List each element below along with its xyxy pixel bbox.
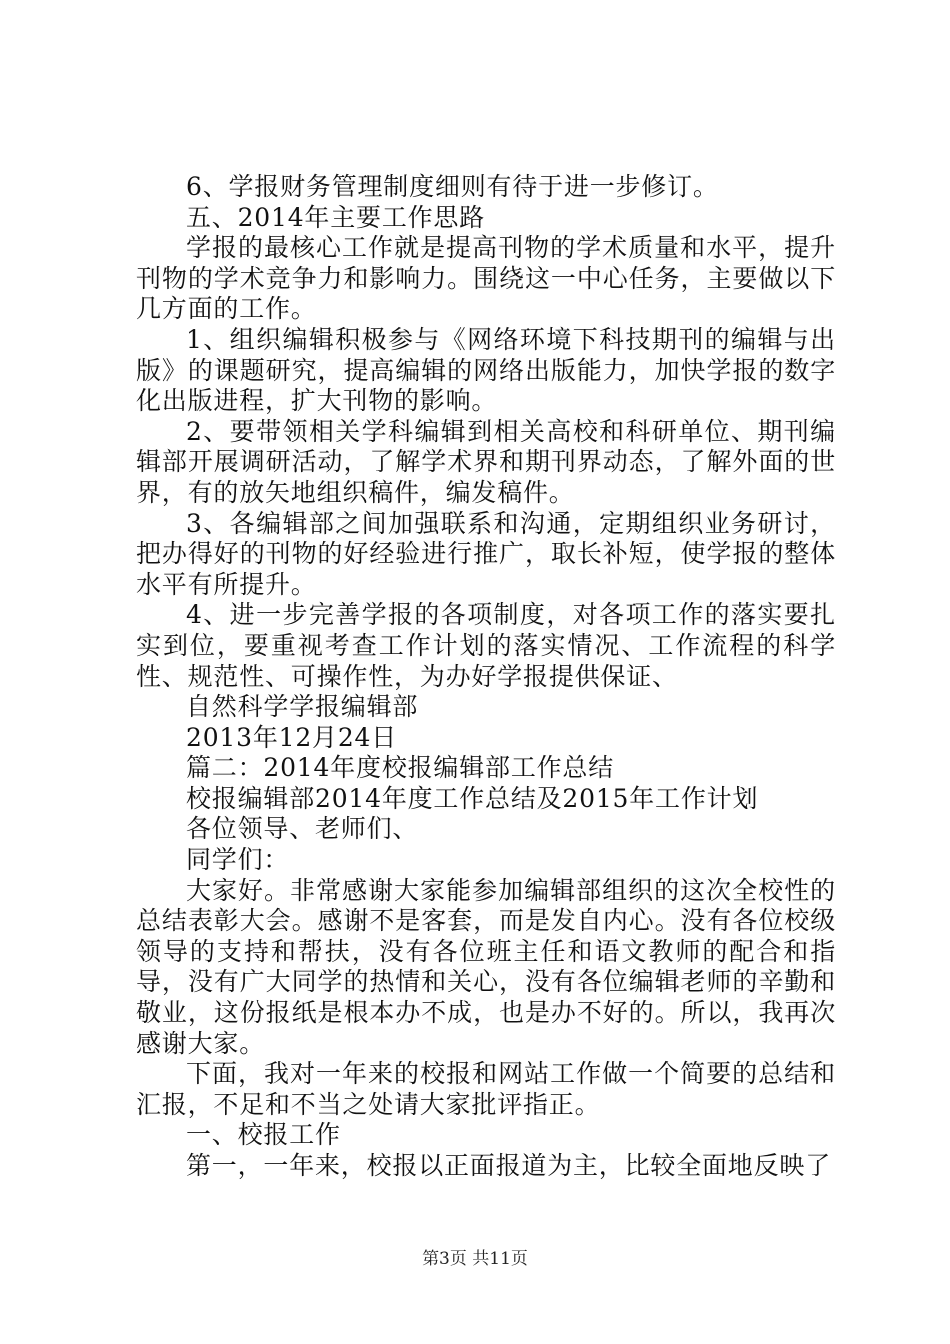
- paragraph-item-4: 4、进一步完善学报的各项制度，对各项工作的落实要扎实到位，要重视考查工作计划的落实情况、工作流程的科学性、规范性、可操作性，为办好学报提供保证、: [136, 600, 836, 691]
- section-heading-2014-plan: 五、2014年主要工作思路: [186, 202, 486, 232]
- paragraph-item-6: 6、学报财务管理制度细则有待于进一步修订。: [186, 172, 719, 201]
- document-body: [136, 172, 836, 1182]
- signature-department: 自然科学学报编辑部: [186, 692, 419, 722]
- paragraph-item-3: 3、各编辑部之间加强联系和沟通，定期组织业务研讨，把办得好的刊物的好经验进行推广，取长补短，使学报的整体水平有所提升。: [136, 508, 836, 599]
- paragraph-item-1: 1、组织编辑积极参与《网络环境下科技期刊的编辑与出版》的课题研究，提高编辑的网络出版能力，加快学报的数字化出版进程，扩大刊物的影响。: [136, 324, 836, 416]
- salutation-students: 同学们：: [186, 845, 290, 875]
- part-two-title: 篇二：2014年度校报编辑部工作总结: [186, 753, 615, 783]
- paragraph-summary-intro: 下面，我对一年来的校报和网站工作做一个简要的总结和汇报，不足和不当之处请大家批评指正。: [136, 1059, 836, 1119]
- report-title: 校报编辑部2014年度工作总结及2015年工作计划: [186, 783, 759, 813]
- paragraph-greeting: 大家好。非常感谢大家能参加编辑部组织的这次全校性的总结表彰大会。感谢不是客套，而是发自内心。没有各位校级领导的支持和帮扶，没有各位班主任和语文教师的配合和指导，没有广大同学的热情和关心，没有各位编辑老师的辛勤和敬业，这份报纸是根本办不成，也是办不好的。所以，我再次感谢大家。: [136, 875, 836, 1058]
- paragraph-core-work: 学报的最核心工作就是提高刊物的学术质量和水平，提升刊物的学术竞争力和影响力。围绕这一中心任务，主要做以下几方面的工作。: [136, 233, 836, 324]
- salutation-leaders: 各位领导、老师们、: [186, 814, 419, 844]
- paragraph-item-2: 2、要带领相关学科编辑到相关高校和科研单位、期刊编辑部开展调研活动，了解学术界和期刊界动态，了解外面的世界，有的放矢地组织稿件，编发稿件。: [136, 416, 836, 507]
- paragraph-first-point: 第一，一年来，校报以正面报道为主，比较全面地反映了: [186, 1151, 832, 1180]
- page-footer: 第3页 共11页: [422, 1249, 528, 1269]
- signature-date: 2013年12月24日: [186, 722, 398, 752]
- section-heading-school-paper: 一、校报工作: [186, 1120, 341, 1150]
